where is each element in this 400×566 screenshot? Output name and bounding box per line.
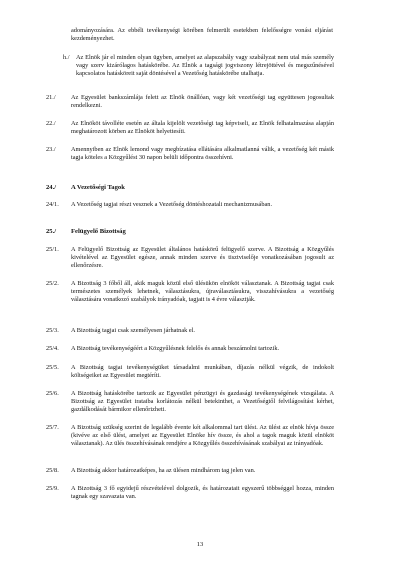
item-number: 25/4.	[46, 345, 59, 352]
item-number: 23./	[46, 146, 56, 153]
paragraph-continuation: adományozására. Az ebbéli tevékenységi körében felmerült esetekben felelősségre vonási eljárást kezdeményezhet.	[71, 27, 333, 42]
section-title: A Vezetőségi Tagok	[71, 184, 125, 191]
item-text: Az Elnököt távolléte esetén az általa kijelölt vezetőségi tag képviseli, az Elnök felhatalmazása alapján meghatározott körben az Elnököt helyettesíti.	[71, 120, 334, 135]
item-number: 25/1.	[46, 246, 59, 253]
item-text: Az Egyesület bankszámlája felett az Elnök önállóan, vagy két vezetőségi tag együttesen jogosultak rendelkezni.	[71, 94, 334, 109]
item-number: 25/6.	[46, 390, 59, 397]
section-number: 24./	[46, 184, 57, 191]
item-text: A Bizottság akkor határozatképes, ha az ülésen mindhárom tag jelen van.	[71, 467, 256, 474]
item-number: 25/9.	[46, 485, 59, 492]
section-number: 25./	[46, 228, 57, 235]
item-text: A Bizottság 3 főből áll, akik maguk közül első ülésükön elnököt választanak. A Bizottság tagjai csak természetes személyek lehetnek, választásukra, újraválasztásukra, visszahívásukra a vezetőség választására vonatkozó szabályok irányadóak, tagjait is 4 évre választják.	[71, 280, 334, 303]
item-number: 21./	[46, 94, 56, 101]
section-title: Felügyelő Bizottság	[71, 228, 126, 235]
item-text: A Bizottság tagjai tevékenységüket társadalmi munkában, díjazás nélkül végzik, de indokolt költségeiket az Egyesület megtéríti.	[71, 364, 334, 379]
item-text: A Vezetőség tagjai részt vesznek a Vezetőség döntéshozatali mechanizmusában.	[71, 201, 273, 208]
item-number: 25/2.	[46, 280, 59, 287]
item-number: 25/5.	[46, 364, 59, 371]
item-text: A Bizottság tagjai csak személyesen járhatnak el.	[71, 327, 195, 334]
item-text: Az Elnök jár el minden olyan ügyben, amelyet az alapszabály vagy szabályzat nem utal más személy vagy szerv kizárólagos hatáskörébe. Az Elnök a tagsági jogviszony létrejöttével és megszűnésével kapcsolatos hatásköreit saját döntésével a Vezetőség hatáskörébe utalhatja.	[76, 54, 334, 77]
item-text: Amennyiben az Elnök lemond vagy megbízatása ellátására alkalmatlanná válik, a vezetőség két másik tagja köteles a Közgyűlést 30 napon belüli időpontra összehívni.	[71, 146, 334, 161]
item-text: A Felügyelő Bizottság az Egyesület általános hatáskörű felügyelő szerve. A Bizottság a Közgyűlés kivételével az Egyesület egésze, annak minden szerve és tisztviselője vonatkozásában jogosult az ellenőrzésre.	[71, 246, 334, 269]
item-number: 25/3.	[46, 327, 59, 334]
item-text: A Bizottság tevékenységéért a Közgyűlésnek felelős és annak beszámolni tartozik.	[71, 345, 280, 352]
page-number: 13	[196, 541, 204, 548]
item-text: A Bizottság szükség szerint de legalább évente két alkalommal tart ülést. Az ülést az elnök hívja össze (kivéve az első ülést, amelyet az Egyesület Elnöke hív össze, és ahol a tagok maguk közül elnököt választanak). Az ülés összehívásának rendjére a Közgyűlés összehívásának szabályai az irányadóak.	[71, 424, 334, 447]
item-label: h./	[63, 54, 70, 61]
item-number: 22./	[46, 120, 56, 127]
item-number: 25/7.	[46, 424, 59, 431]
item-number: 24/1.	[46, 201, 59, 208]
item-text: A Bizottság 3 fő egyidejű részvételével dolgozik, és határozatait egyszerű többséggel hozza, minden tagnak egy szavazata van.	[71, 485, 334, 500]
item-number: 25/8.	[46, 467, 59, 474]
item-text: A Bizottság hatáskörébe tartozik az Egyesület pénzügyi és gazdasági tevékenységének vizsgálata. A Bizottság az Egyesület irataiba korlátozás nélkül betekinthet, a Vezetőségtől felvilágosítást kérhet, gazdálkodását bármikor ellenőrizheti.	[71, 390, 334, 413]
